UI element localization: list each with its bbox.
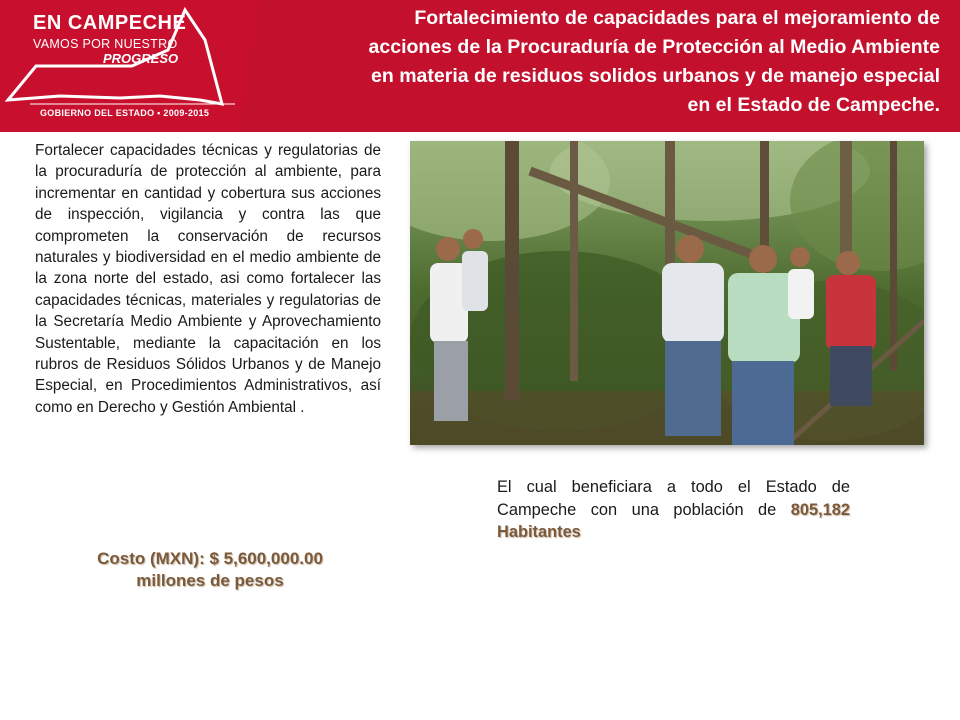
project-description: Fortalecer capacidades técnicas y regulatorias de la procuraduría de protección al ambiente, para incrementar en cantidad y cobertura sus acciones de inspección, vigilancia y contra las que comprometen la conservación de recursos naturales y biodiversidad en el medio ambiente de la zona norte del estado, asi como fortalecer las capacidades técnicas, materiales y regulatorias de la Secretaría Medio Ambiente y Aprovechamiento Sustentable, mediante la capacitación en los rubros de Residuos Sólidos Urbanos y de Manejo Especial, en Procedimientos Administrativos, así como en Derecho y Gestión Ambiental . bbox=[35, 142, 381, 416]
population-value: 805,182 Habitantes bbox=[497, 500, 850, 541]
logo-line-1: EN CAMPECHE bbox=[33, 12, 187, 34]
logo bbox=[0, 0, 260, 132]
logo-line-3: PROGRESO bbox=[103, 51, 179, 66]
title-line: Fortalecimiento de capacidades para el mejoramiento de bbox=[414, 7, 940, 29]
logo-line-2: VAMOS POR NUESTRO bbox=[33, 37, 178, 51]
beneficiary-statement bbox=[497, 476, 850, 544]
title-line: en materia de residuos solidos urbanos y de manejo especial bbox=[371, 65, 940, 87]
cost-amount: Costo (MXN): $ 5,600,000.00 bbox=[97, 549, 323, 568]
title-line: en el Estado de Campeche. bbox=[687, 94, 940, 116]
title-line: acciones de la Procuraduría de Protección al Medio Ambiente bbox=[368, 36, 940, 58]
logo-footer: GOBIERNO DEL ESTADO • 2009-2015 bbox=[40, 108, 210, 118]
forest-team-photo bbox=[410, 141, 924, 445]
header-banner bbox=[0, 0, 960, 132]
page-title bbox=[250, 4, 940, 120]
cost-block bbox=[40, 548, 380, 592]
beneficiary-text: El cual beneficiara a todo el Estado de Campeche con una población de bbox=[497, 478, 850, 519]
cost-unit: millones de pesos bbox=[136, 571, 284, 590]
